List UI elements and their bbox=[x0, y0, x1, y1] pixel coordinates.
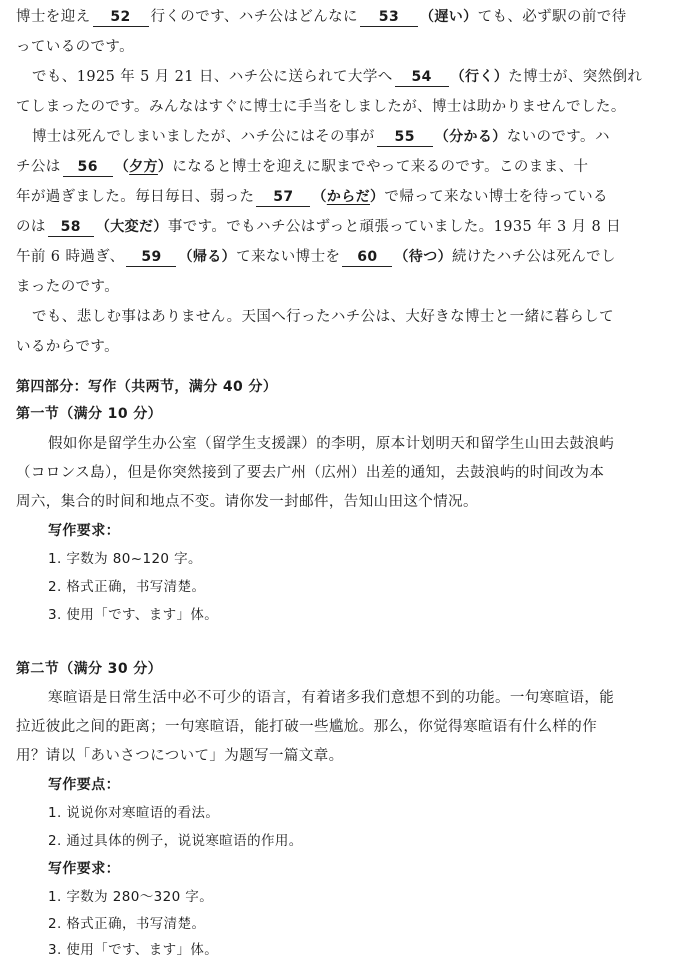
passage-text: で帰って来ない博士を待っている bbox=[384, 189, 608, 205]
section2-req-3: 3. 使用「です、ます」体。 bbox=[48, 942, 219, 958]
passage-line-1 bbox=[16, 6, 680, 28]
blank-54: 54 bbox=[395, 69, 449, 87]
hint-56-word: 夕方 bbox=[129, 159, 158, 175]
passage-line-9 bbox=[16, 246, 680, 268]
hint-53: （遅い） bbox=[419, 9, 478, 25]
passage-text: て来ない博士を bbox=[236, 249, 341, 265]
passage-line-11 bbox=[16, 306, 680, 328]
passage-text: 午前 6 時過ぎ、 bbox=[16, 249, 125, 265]
passage-text: た博士が、突然倒れ bbox=[508, 69, 643, 85]
section1-title: 第一节（满分 10 分） bbox=[16, 406, 163, 422]
section1-req-3: 3. 使用「です、ます」体。 bbox=[48, 607, 219, 623]
passage-text: っているのです。 bbox=[16, 39, 135, 55]
passage-line-8 bbox=[16, 216, 680, 238]
hint-57-word: からだ bbox=[326, 189, 371, 205]
passage-line-7 bbox=[16, 186, 680, 208]
passage-line-2 bbox=[16, 36, 680, 58]
section2-para-line-1: 寒暄语是日常生活中必不可少的语言，有着诸多我们意想不到的功能。一句寒暄语，能 bbox=[48, 690, 615, 706]
passage-text: てしまったのです。みんなはすぐに博士に手当をしましたが、博士は助かりませんでした。 bbox=[16, 99, 626, 115]
blank-55: 55 bbox=[377, 129, 433, 147]
passage-line-6 bbox=[16, 156, 680, 178]
hint-59: （帰る） bbox=[178, 249, 237, 265]
blank-59: 59 bbox=[126, 249, 176, 267]
section2-req-1: 1. 字数为 280～320 字。 bbox=[48, 889, 214, 905]
section1-req-2: 2. 格式正确，书写清楚。 bbox=[48, 579, 206, 595]
section1-req-title: 写作要求： bbox=[48, 523, 120, 539]
section2-points-title: 写作要点： bbox=[48, 777, 120, 793]
passage-line-5 bbox=[16, 126, 680, 148]
passage-line-12 bbox=[16, 336, 680, 358]
hint-60: （待つ） bbox=[394, 249, 452, 265]
passage-text: ないのです。ハ bbox=[506, 129, 610, 145]
hint-54: （行く） bbox=[450, 69, 509, 85]
section2-point-2: 2. 通过具体的例子，说说寒暄语的作用。 bbox=[48, 833, 303, 849]
blank-58: 58 bbox=[48, 219, 94, 237]
blank-57: 57 bbox=[256, 189, 310, 207]
passage-line-4 bbox=[16, 96, 680, 118]
passage-text: のは bbox=[16, 219, 46, 235]
hint-55: （分かる） bbox=[434, 129, 507, 145]
passage-text: でも、悲しむ事はありません。天国へ行ったハチ公は、大好きな博士と一緒に暮らして bbox=[32, 309, 614, 325]
blank-60: 60 bbox=[342, 249, 392, 267]
part4-title: 第四部分：写作（共两节，满分 40 分） bbox=[16, 379, 278, 395]
passage-text: いるからです。 bbox=[16, 339, 119, 355]
section2-para-line-2: 拉近彼此之间的距离；一句寒暄语，能打破一些尴尬。那么，你觉得寒暄语有什么样的作 bbox=[16, 719, 598, 735]
passage-text: 年が過ぎました。毎日毎日、弱った bbox=[16, 189, 255, 205]
blank-52: 52 bbox=[93, 9, 149, 27]
blank-56: 56 bbox=[63, 159, 113, 177]
section2-point-1: 1. 说说你对寒暄语的看法。 bbox=[48, 805, 220, 821]
passage-text: 行くのです、ハチ公はどんなに bbox=[150, 9, 358, 25]
section2-req-2: 2. 格式正确，书写清楚。 bbox=[48, 916, 206, 932]
section1-req-1: 1. 字数为 80~120 字。 bbox=[48, 551, 202, 567]
passage-text: チ公は bbox=[16, 159, 61, 175]
section2-title: 第二节（满分 30 分） bbox=[16, 661, 163, 677]
section2-para-line-3: 用？请以「あいさつについて」为题写一篇文章。 bbox=[16, 748, 344, 764]
section2-req-title: 写作要求： bbox=[48, 861, 120, 877]
passage-text: になると博士を迎えに駅までやって来るのです。このまま、十 bbox=[172, 159, 589, 175]
passage-text: 博士は死んでしまいましたが、ハチ公にはその事が bbox=[32, 129, 375, 145]
passage-text: 続けたハチ公は死んでし bbox=[452, 249, 616, 265]
hint-56-open: （ bbox=[114, 159, 130, 175]
passage-text: 博士を迎え bbox=[16, 9, 91, 25]
hint-57-close: ） bbox=[370, 189, 385, 205]
passage-text: 事です。でもハチ公はずっと頑張っていました。1935 年 3 月 8 日 bbox=[167, 219, 622, 235]
passage-text: まったのです。 bbox=[16, 279, 120, 295]
hint-56-close: ） bbox=[157, 159, 173, 175]
blank-53: 53 bbox=[360, 9, 418, 27]
section1-para-line-3: 周六，集合的时间和地点不变。请你发一封邮件，告知山田这个情况。 bbox=[16, 494, 478, 510]
passage-text: でも、1925 年 5 月 21 日、ハチ公に送られて大学へ bbox=[32, 69, 393, 85]
section1-para-line-2: （コロンス島），但是你突然接到了要去广州（広州）出差的通知，去鼓浪屿的时间改为本 bbox=[16, 465, 605, 481]
hint-58: （大変だ） bbox=[95, 219, 168, 235]
passage-line-10 bbox=[16, 276, 680, 298]
passage-line-3 bbox=[16, 66, 680, 88]
section1-para-line-1: 假如你是留学生办公室（留学生支援課）的李明，原本计划明天和留学生山田去鼓浪屿 bbox=[48, 436, 615, 452]
hint-57-open: （ bbox=[312, 189, 327, 205]
passage-text: ても、必ず駅の前で待 bbox=[477, 9, 627, 25]
